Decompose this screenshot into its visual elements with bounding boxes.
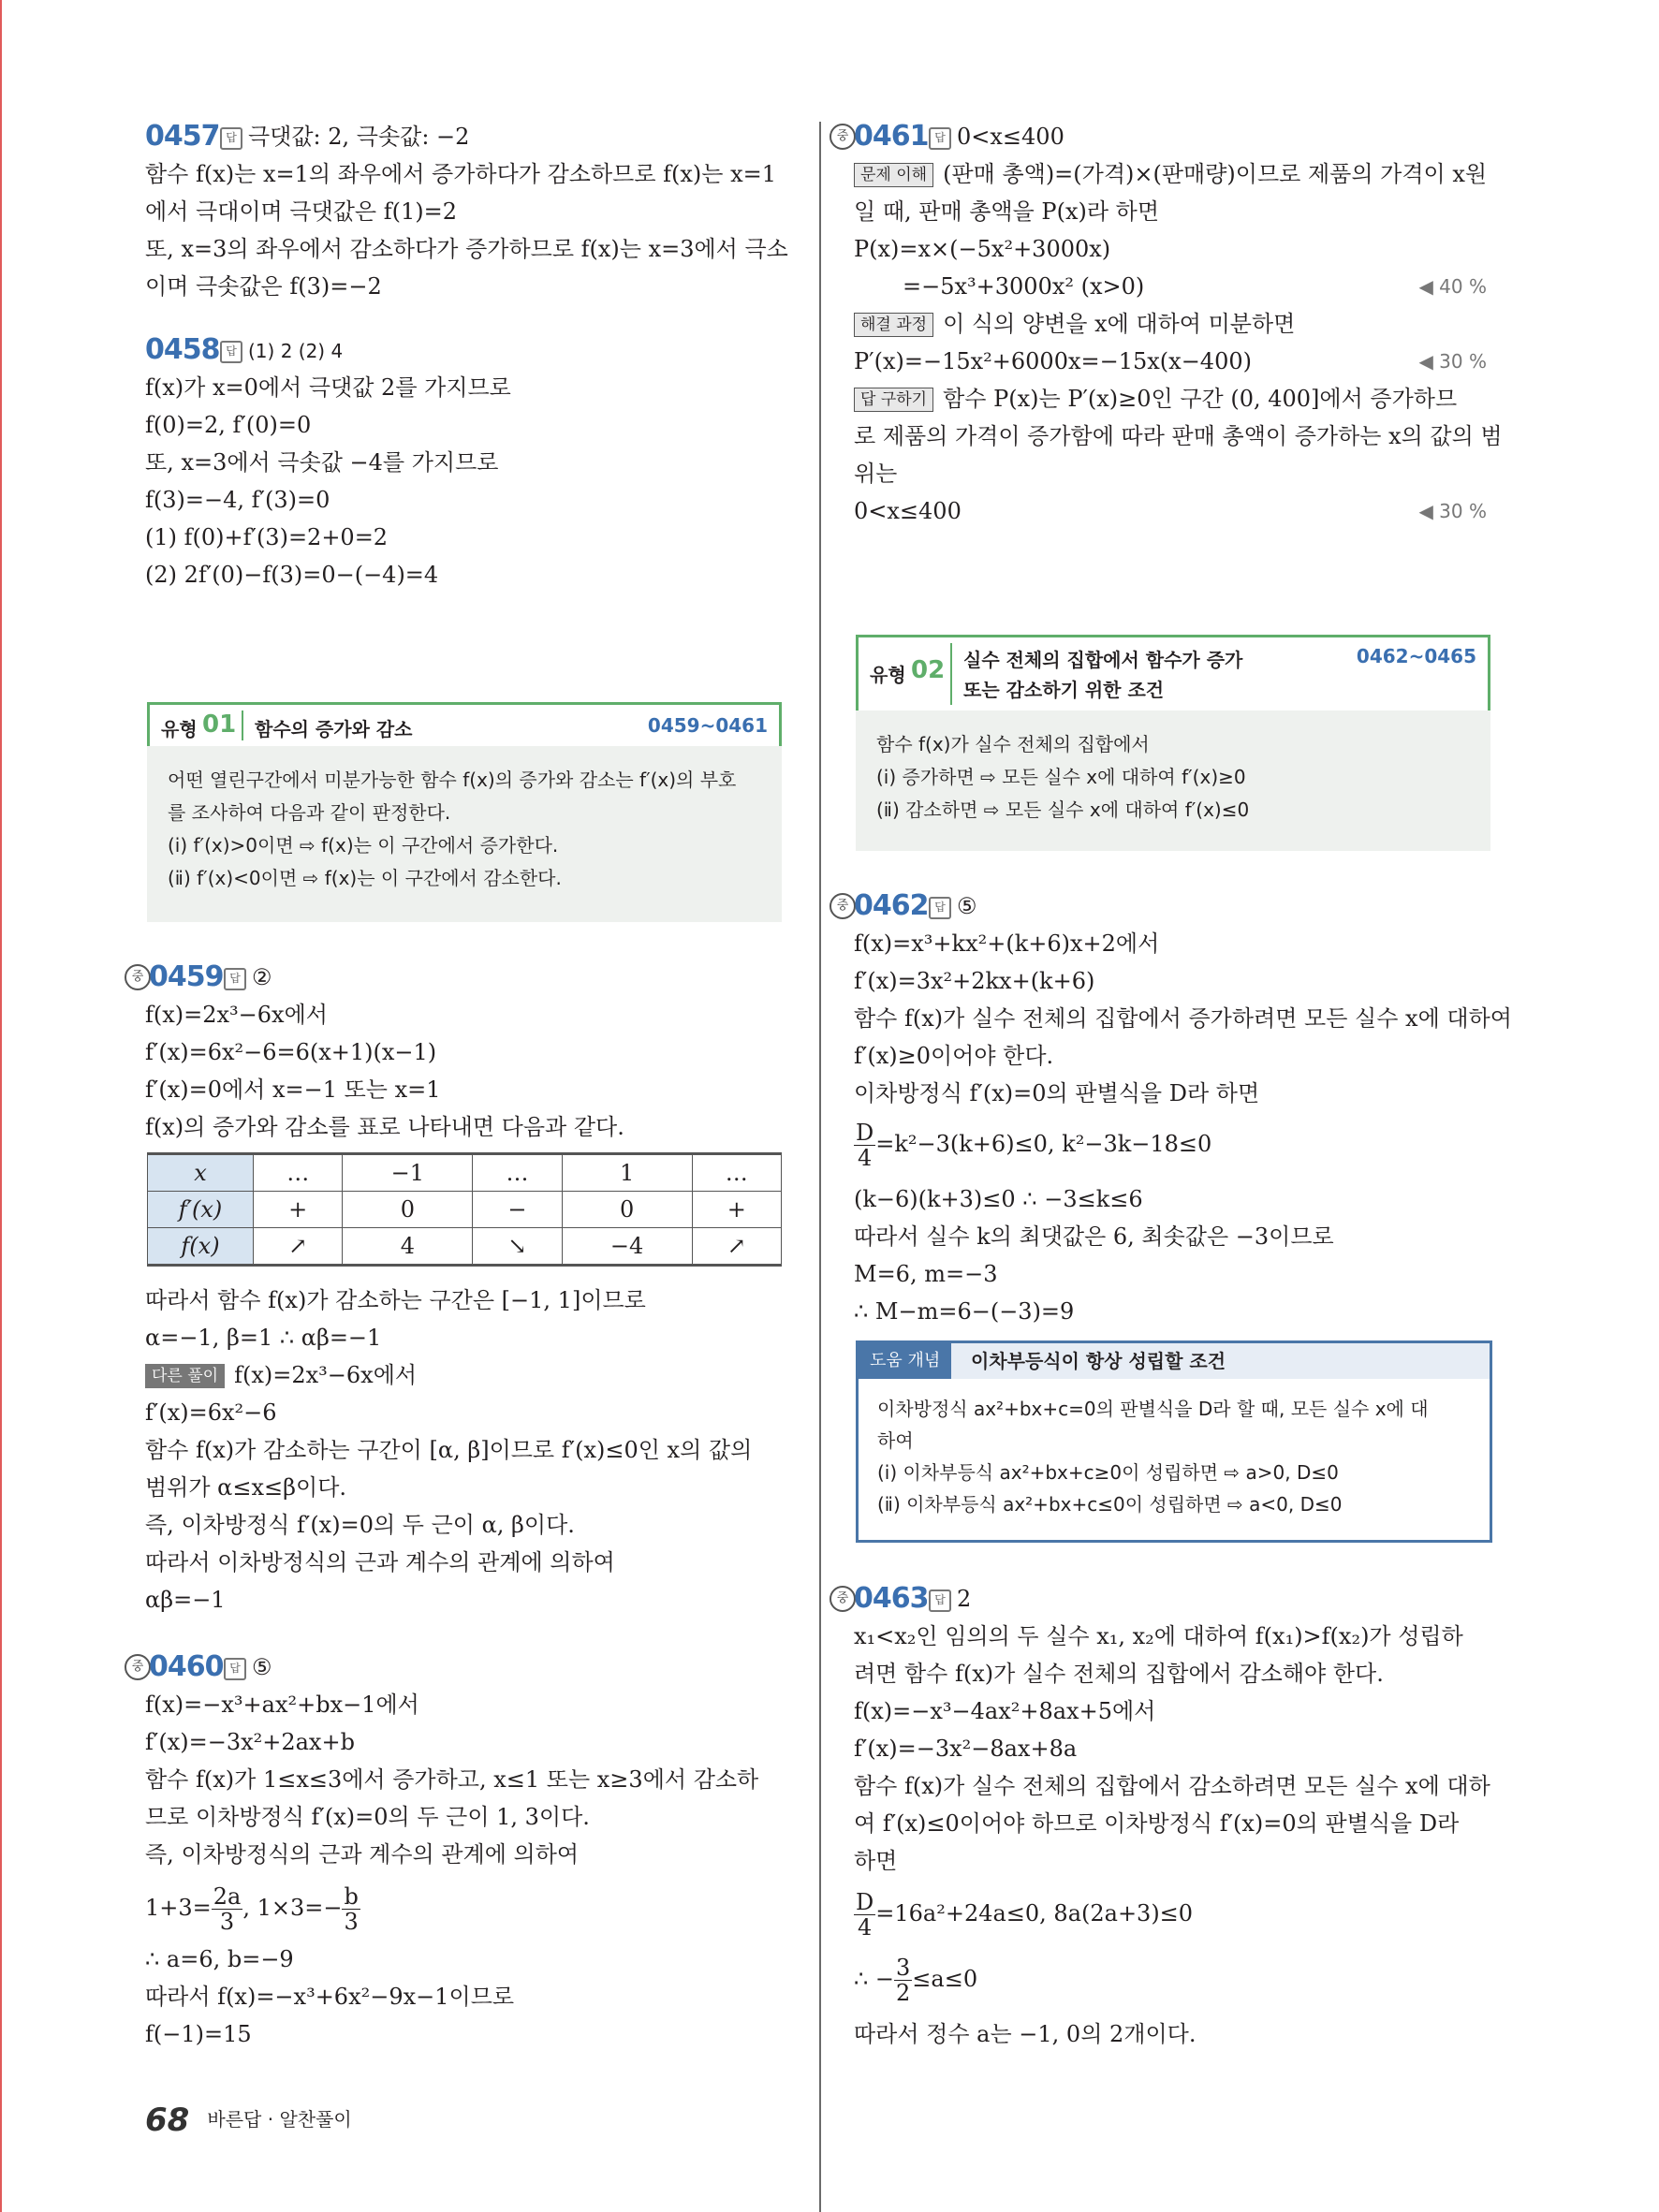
tip-tag: 도움 개념 [859, 1343, 951, 1379]
table-cell: f′(x) [148, 1192, 254, 1228]
solution-line: P(x)=x×(−5x²+3000x) [854, 236, 1111, 262]
step-tag: 답 구하기 [854, 388, 933, 412]
solution-line: 함수 f(x)가 실수 전체의 집합에서 감소하려면 모든 실수 x에 대하 [854, 1773, 1490, 1799]
answer-line [224, 1652, 272, 1682]
solution-line: 이며 극솟값은 f(3)=−2 [145, 273, 382, 300]
fraction [342, 1884, 360, 1934]
table-row [148, 1228, 782, 1266]
solution-line: f′(x)=0에서 x=−1 또는 x=1 [145, 1077, 441, 1103]
type-range: 0462~0465 [1356, 645, 1476, 667]
solution-line: M=6, m=−3 [854, 1261, 998, 1287]
type-label: 유형 [161, 718, 198, 740]
difficulty-mark: 중 [125, 1654, 151, 1680]
table-row [148, 1192, 782, 1228]
answer-icon: 답 [929, 1589, 951, 1612]
table-cell: 1 [562, 1154, 692, 1192]
table-cell: −1 [343, 1154, 473, 1192]
solution-line [854, 159, 1487, 189]
table-cell: + [254, 1192, 343, 1228]
table-cell: ↗ [254, 1228, 343, 1266]
fraction-numerator: D [856, 1120, 874, 1146]
page-number: 68 [145, 2102, 190, 2139]
solution-line: 에서 극대이며 극댓값은 f(1)=2 [145, 198, 457, 225]
answer-text: 0<x≤400 [957, 124, 1064, 150]
solution-line: 따라서 함수 f(x)가 감소하는 구간은 [−1, 1]이므로 [145, 1287, 646, 1313]
page-footer [145, 2102, 352, 2139]
solution-line: f(x)=x³+kx²+(k+6)x+2에서 [854, 930, 1160, 957]
problem-number: 0463 [854, 1582, 929, 1615]
answer-line [220, 122, 469, 152]
problem-number: 0460 [149, 1650, 224, 1683]
solution-line: =−5x³+3000x² (x>0) [903, 273, 1145, 300]
solution-line: 므로 이차방정식 f′(x)=0의 두 근이 1, 3이다. [145, 1804, 590, 1830]
solution-line: 함수 f(x)는 x=1의 좌우에서 증가하다가 감소하므로 f(x)는 x=1 [145, 161, 777, 187]
difficulty-mark: 중 [830, 1586, 856, 1612]
score-percent: ◀ 30 % [1418, 350, 1487, 373]
answer-text: (1) 2 (2) 4 [248, 340, 344, 362]
answer-text: 극댓값: 2, 극솟값: −2 [248, 124, 470, 150]
table-cell: 4 [343, 1228, 473, 1266]
difficulty-mark: 중 [830, 893, 856, 919]
solution-line: f(−1)=15 [145, 2021, 252, 2047]
fraction-equation [854, 1955, 977, 2005]
fraction [854, 1890, 875, 1940]
type-body-line: 함수 f(x)가 실수 전체의 집합에서 [876, 733, 1150, 755]
column-divider [819, 122, 821, 2212]
solution-line: ∴ a=6, b=−9 [145, 1946, 294, 1972]
tip-header [859, 1343, 1490, 1379]
solution-line: f(x)=−x³−4ax²+8ax+5에서 [854, 1698, 1156, 1724]
sign-table [147, 1152, 782, 1267]
type-number: 01 [202, 710, 237, 739]
problem-number: 0462 [854, 889, 929, 922]
solution-line: f(x)=−x³+ax²+bx−1에서 [145, 1692, 419, 1718]
solution-line: f′(x)=3x²+2kx+(k+6) [854, 968, 1095, 994]
eq-part: ∴ − [854, 1966, 895, 1992]
step-text: (판매 총액)=(가격)×(판매량)이므로 제품의 가격이 x원 [943, 161, 1488, 187]
type-body-line: (ⅰ) 증가하면 ⇨ 모든 실수 x에 대하여 f′(x)≥0 [876, 766, 1246, 788]
solution-line: 함수 f(x)가 감소하는 구간이 [α, β]이므로 f′(x)≤0인 x의 값의 [145, 1437, 753, 1463]
eq-part: 1+3= [145, 1895, 212, 1921]
fraction-denominator: 4 [857, 1145, 873, 1171]
solution-line: f(3)=−4, f′(3)=0 [145, 487, 330, 513]
solution-line: 범위가 α≤x≤β이다. [145, 1474, 347, 1501]
score-percent: ◀ 40 % [1418, 275, 1487, 298]
score-percent: ◀ 30 % [1418, 500, 1487, 522]
solution-line: f′(x)=6x²−6=6(x+1)(x−1) [145, 1039, 437, 1065]
solution-line: 함수 f(x)가 1≤x≤3에서 증가하고, x≤1 또는 x≥3에서 감소하 [145, 1766, 759, 1793]
table-cell: −4 [562, 1228, 692, 1266]
solution-line: 여 f′(x)≤0이어야 하므로 이차방정식 f′(x)=0의 판별식을 D라 [854, 1810, 1460, 1837]
fraction [854, 1121, 875, 1170]
solution-line: 하면 [854, 1848, 898, 1874]
solution-line: f(0)=2, f′(0)=0 [145, 412, 312, 438]
type-body-line: (ⅰ) f′(x)>0이면 ⇨ f(x)는 이 구간에서 증가한다. [168, 834, 559, 857]
solution-line: x₁<x₂인 임의의 두 실수 x₁, x₂에 대하여 f(x₁)>f(x₂)가 성립하 [854, 1623, 1463, 1649]
solution-line: f′(x)≥0이어야 한다. [854, 1043, 1054, 1069]
type-title: 함수의 증가와 감소 [255, 718, 413, 740]
type-body-line: 어떤 열린구간에서 미분가능한 함수 f(x)의 증가와 감소는 f′(x)의 부호 [168, 769, 737, 791]
solution-line: P′(x)=−15x²+6000x=−15x(x−400) [854, 348, 1252, 374]
type-number: 02 [911, 656, 946, 684]
solution-line: 또, x=3의 좌우에서 감소하다가 증가하므로 f(x)는 x=3에서 극소 [145, 236, 788, 262]
answer-icon: 답 [929, 127, 951, 150]
fraction-equation [145, 1883, 360, 1934]
solution-line: f(x)=2x³−6x에서 [145, 1002, 328, 1028]
eq-part: ≤a≤0 [912, 1966, 978, 1992]
solution-line: 0<x≤400 [854, 498, 962, 524]
solution-line [854, 384, 1457, 414]
alt-text: f(x)=2x³−6x에서 [234, 1362, 418, 1388]
answer-text: 2 [957, 1586, 972, 1612]
difficulty-mark: 중 [830, 124, 856, 150]
type-label: 유형 [870, 664, 906, 686]
problem-number: 0459 [149, 960, 224, 993]
type-body-line: (ⅱ) 감소하면 ⇨ 모든 실수 x에 대하여 f′(x)≤0 [876, 798, 1250, 821]
table-cell: f(x) [148, 1228, 254, 1266]
eq-part: , 1×3=− [242, 1895, 343, 1921]
answer-icon: 답 [220, 127, 242, 150]
fraction-numerator: 3 [896, 1955, 911, 1981]
fraction-equation [854, 1889, 1193, 1940]
tip-line: (ⅰ) 이차부등식 ax²+bx+c≥0이 성립하면 ⇨ a>0, D≤0 [877, 1461, 1339, 1484]
table-cell: ↘ [473, 1228, 562, 1266]
fraction-numerator: 2a [213, 1883, 242, 1910]
problem-number: 0461 [854, 120, 929, 153]
table-row [148, 1154, 782, 1192]
solution-line [854, 309, 1295, 339]
answer-line [224, 962, 272, 992]
type-01-header [147, 702, 782, 749]
problem-number: 0457 [145, 120, 220, 153]
table-cell: … [692, 1154, 781, 1192]
answer-icon: 답 [224, 968, 246, 990]
solution-line: 따라서 정수 a는 −1, 0의 2개이다. [854, 2021, 1197, 2047]
fraction-numerator: b [344, 1883, 359, 1910]
eq-part: =k²−3(k+6)≤0, k²−3k−18≤0 [875, 1131, 1212, 1157]
solution-line: 또, x=3에서 극솟값 −4를 가지므로 [145, 449, 499, 476]
fraction-denominator: 3 [344, 1909, 359, 1935]
solution-line: αβ=−1 [145, 1587, 226, 1613]
table-cell: … [254, 1154, 343, 1192]
page-edge [0, 0, 2, 2212]
solution-line: 려면 함수 f(x)가 실수 전체의 집합에서 감소해야 한다. [854, 1661, 1384, 1687]
step-tag: 해결 과정 [854, 313, 933, 337]
type-01-body [147, 746, 782, 922]
table-cell: + [692, 1192, 781, 1228]
solution-line: 함수 f(x)가 실수 전체의 집합에서 증가하려면 모든 실수 x에 대하여 [854, 1005, 1512, 1032]
solution-line: (k−6)(k+3)≤0 ∴ −3≤k≤6 [854, 1186, 1143, 1212]
solution-line: f(x)가 x=0에서 극댓값 2를 가지므로 [145, 374, 511, 401]
answer-line [929, 891, 977, 921]
solution-line: 위는 [854, 461, 898, 487]
solution-line: 즉, 이차방정식 f′(x)=0의 두 근이 α, β이다. [145, 1512, 575, 1538]
type-body-line: (ⅱ) f′(x)<0이면 ⇨ f(x)는 이 구간에서 감소한다. [168, 867, 562, 889]
table-cell: 0 [562, 1192, 692, 1228]
answer-text: ⑤ [957, 893, 977, 919]
type-02-body [856, 710, 1490, 851]
answer-line [929, 1584, 971, 1614]
solution-line: 따라서 이차방정식의 근과 계수의 관계에 의하여 [145, 1549, 615, 1575]
solution-line: 일 때, 판매 총액을 P(x)라 하면 [854, 198, 1160, 225]
fraction-equation [854, 1120, 1211, 1170]
eq-part: =16a²+24a≤0, 8a(2a+3)≤0 [875, 1900, 1194, 1926]
solution-line: 로 제품의 가격이 증가함에 따라 판매 총액이 증가하는 x의 값의 범 [854, 423, 1503, 449]
answer-line [929, 122, 1064, 152]
answer-icon: 답 [929, 897, 951, 919]
step-text: 이 식의 양변을 x에 대하여 미분하면 [943, 311, 1296, 337]
type-header-row [150, 705, 779, 746]
answer-text: ② [252, 964, 272, 990]
type-02-header [856, 635, 1490, 713]
solution-line: 즉, 이차방정식의 근과 계수의 관계에 의하여 [145, 1841, 580, 1868]
solution-line: α=−1, β=1 ∴ αβ=−1 [145, 1325, 382, 1351]
answer-icon: 답 [224, 1658, 246, 1680]
fraction [212, 1884, 243, 1934]
table-cell: 0 [343, 1192, 473, 1228]
answer-icon: 답 [220, 341, 242, 363]
table-cell: x [148, 1154, 254, 1192]
table-cell: ↗ [692, 1228, 781, 1266]
alt-solution-tag: 다른 풀이 [145, 1364, 225, 1388]
alt-solution-line [145, 1360, 417, 1390]
solution-line: f′(x)=−3x²+2ax+b [145, 1729, 355, 1755]
type-title: 또는 감소하기 위한 조건 [963, 679, 1165, 701]
tip-line: (ⅱ) 이차부등식 ax²+bx+c≤0이 성립하면 ⇨ a<0, D≤0 [877, 1493, 1343, 1516]
problem-number: 0458 [145, 333, 220, 366]
solution-line: ∴ M−m=6−(−3)=9 [854, 1298, 1075, 1325]
tip-line: 하여 [877, 1429, 914, 1452]
solution-line: (2) 2f′(0)−f(3)=0−(−4)=4 [145, 562, 439, 588]
type-body-line: 를 조사하여 다음과 같이 판정한다. [168, 801, 451, 824]
table-cell: − [473, 1192, 562, 1228]
solution-line: (1) f(0)+f′(3)=2+0=2 [145, 524, 389, 550]
type-range: 0459~0461 [647, 714, 768, 737]
type-separator [242, 710, 243, 740]
solution-line: f′(x)=6x²−6 [145, 1399, 277, 1426]
fraction-denominator: 2 [896, 1980, 911, 2006]
fraction [894, 1956, 912, 2005]
solution-line: 따라서 f(x)=−x³+6x²−9x−1이므로 [145, 1984, 515, 2010]
solution-line: f(x)의 증가와 감소를 표로 나타내면 다음과 같다. [145, 1114, 624, 1140]
solution-line: f′(x)=−3x²−8ax+8a [854, 1736, 1078, 1762]
fraction-denominator: 3 [219, 1909, 235, 1935]
step-text: 함수 P(x)는 P′(x)≥0인 구간 (0, 400]에서 증가하므 [943, 386, 1458, 412]
answer-text: ⑤ [252, 1654, 272, 1680]
table-cell: … [473, 1154, 562, 1192]
type-title: 실수 전체의 집합에서 함수가 증가 [963, 649, 1243, 671]
tip-title: 이차부등식이 항상 성립할 조건 [971, 1350, 1226, 1372]
tip-box [856, 1340, 1492, 1543]
solution-line: 따라서 실수 k의 최댓값은 6, 최솟값은 −3이므로 [854, 1223, 1334, 1250]
tip-line: 이차방정식 ax²+bx+c=0의 판별식을 D라 할 때, 모든 실수 x에 대 [877, 1398, 1429, 1420]
fraction-numerator: D [856, 1889, 874, 1915]
footer-title: 바른답 · 알찬풀이 [207, 2108, 352, 2131]
difficulty-mark: 중 [125, 964, 151, 990]
fraction-denominator: 4 [857, 1914, 873, 1941]
solution-line: 이차방정식 f′(x)=0의 판별식을 D라 하면 [854, 1080, 1260, 1106]
step-tag: 문제 이해 [854, 163, 933, 187]
answer-line [220, 335, 343, 366]
type-separator [950, 643, 952, 705]
